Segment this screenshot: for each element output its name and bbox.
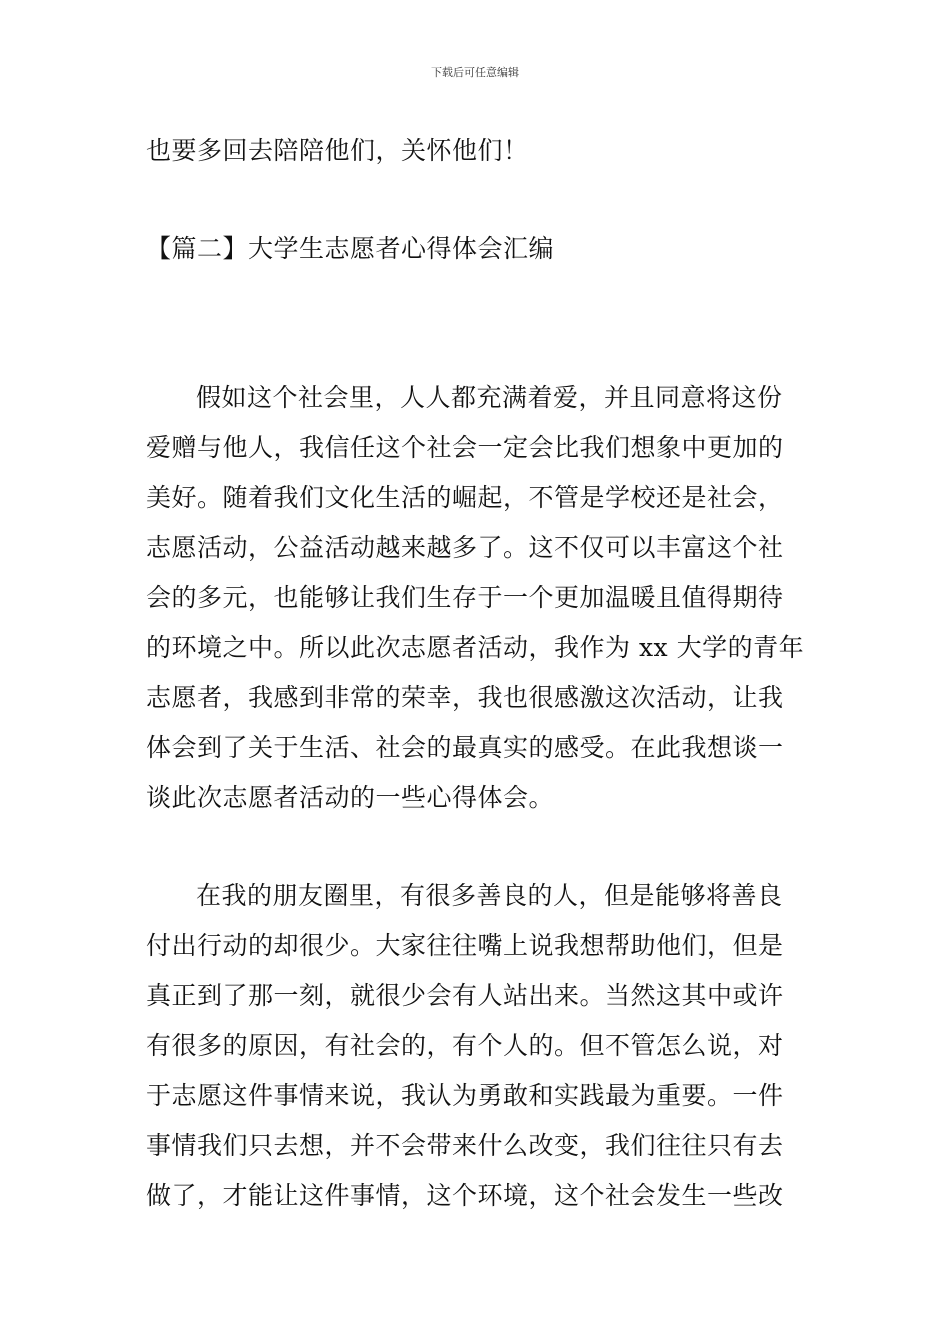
paragraph-line: 美好。随着我们文化生活的崛起，不管是学校还是社会， [146, 483, 784, 512]
paragraph-line: 付出行动的却很少。大家往往嘴上说我想帮助他们，但是 [146, 931, 784, 960]
paragraph-line: 假如这个社会里，人人都充满着爱，并且同意将这份 [196, 383, 783, 412]
paragraph-line: 会的多元，也能够让我们生存于一个更加温暖且值得期待 [146, 583, 784, 612]
paragraph-line: 于志愿这件事情来说，我认为勇敢和实践最为重要。一件 [146, 1081, 784, 1110]
paragraph-line: 谈此次志愿者活动的一些心得体会。 [146, 783, 555, 812]
previous-paragraph-line: 也要多回去陪陪他们，关怀他们！ [146, 136, 529, 165]
paragraph-line: 真正到了那一刻，就很少会有人站出来。当然这其中或许 [146, 981, 784, 1010]
page-header: 下载后可任意编辑 [431, 66, 519, 79]
paragraph-line: 体会到了关于生活、社会的最真实的感受。在此我想谈一 [146, 733, 784, 762]
paragraph-line: 事情我们只去想，并不会带来什么改变，我们往往只有去 [146, 1131, 784, 1160]
paragraph-line: 志愿者，我感到非常的荣幸，我也很感激这次活动，让我 [146, 683, 784, 712]
section-title: 【篇二】大学生志愿者心得体会汇编 [146, 234, 555, 263]
paragraph-line: 爱赠与他人，我信任这个社会一定会比我们想象中更加的 [146, 433, 784, 462]
paragraph-line: 有很多的原因，有社会的，有个人的。但不管怎么说，对 [146, 1031, 784, 1060]
paragraph-line: 志愿活动，公益活动越来越多了。这不仅可以丰富这个社 [146, 533, 784, 562]
paragraph-line: 在我的朋友圈里，有很多善良的人，但是能够将善良 [196, 881, 783, 910]
paragraph-line: 的环境之中。所以此次志愿者活动，我作为 xx 大学的青年 [146, 633, 805, 662]
paragraph-line: 做了，才能让这件事情，这个环境，这个社会发生一些改 [146, 1181, 784, 1210]
